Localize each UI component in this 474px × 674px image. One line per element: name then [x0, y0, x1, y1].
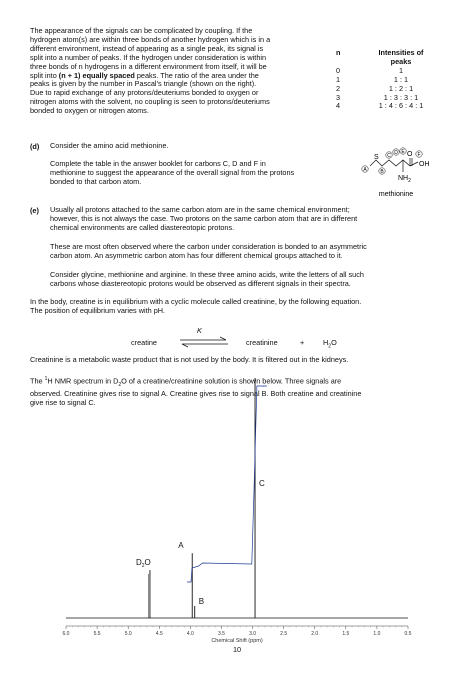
- nmr-text: The: [30, 376, 45, 386]
- part-e-paragraph-2: [50, 243, 450, 261]
- methionine-structure: [356, 140, 440, 200]
- nmr-line: give rise to signal C.: [30, 397, 96, 407]
- question-label-d: (d): [30, 142, 40, 151]
- carbon-label-a: A: [363, 166, 367, 173]
- peak-label-b: B: [198, 597, 205, 606]
- pascal-n: 0: [336, 65, 341, 75]
- part-d-prompt: Consider the amino acid methionine.: [50, 141, 169, 150]
- nmr-text: H NMR spectrum in D: [47, 376, 119, 386]
- peak-label-a: A: [178, 541, 184, 551]
- hydroxyl-group: OH: [419, 161, 430, 168]
- pascal-table: [336, 49, 446, 111]
- intro-line: Due to rapid exchange of any protons/deuteriums bonded to oxygen or: [30, 88, 259, 98]
- nmr-spectrum-chart: [48, 370, 418, 650]
- equilibrium-constant: K: [197, 326, 202, 335]
- pascal-value: 1 : 1: [393, 74, 409, 84]
- pascal-value: 1: [398, 65, 404, 75]
- waste-sentence: Creatinine is a metabolic waste product that is not used by the body. It is filtered out in the kidneys.: [30, 355, 349, 364]
- intro-line: different environment, instead of appearing as a single peak, its signal is: [30, 43, 264, 53]
- pascal-n: 1: [336, 74, 341, 84]
- reverse-arrow-head: [182, 344, 188, 347]
- intro-line: The appearance of the signals can be complicated by coupling. If the: [30, 26, 253, 35]
- peak-label-c: C: [259, 479, 265, 488]
- page-number: 10: [232, 645, 242, 654]
- part-d-instruction: [50, 160, 350, 187]
- intro-line: split into a number of peaks. If the hydrogen under consideration is within: [30, 52, 267, 62]
- body-line: The position of equilibrium varies with pH.: [30, 305, 166, 315]
- intro-line: bonded to oxygen or nitrogen atoms.: [30, 106, 149, 116]
- carbon-label-b: B: [380, 168, 384, 175]
- peak-label-tail: O: [144, 558, 151, 567]
- carbon-label-c: C: [387, 152, 391, 159]
- part-e-line: however, this is not always the case. Two protons on the same carbon atom that are in different: [50, 213, 358, 223]
- peak-label-subscript: 2: [141, 563, 145, 569]
- part-e-line: Usually all protons attached to the same carbon atom are in the same chemical environment;: [50, 205, 350, 214]
- carbon-label-e: E: [401, 148, 405, 155]
- pascal-n: 2: [336, 83, 341, 93]
- pascal-value: 1 : 4 : 6 : 4 : 1: [378, 101, 424, 111]
- intro-text: peaks. The ratio of the area under the: [134, 70, 259, 80]
- part-e-line: carbon atom. An asymmetric carbon atom has four different chemical groups attached to it.: [50, 250, 343, 260]
- intro-bold: (n + 1) equally spaced: [58, 70, 135, 80]
- equilibrium-arrows: [178, 336, 230, 348]
- molecule-name: methionine: [378, 191, 414, 198]
- pascal-n: 3: [336, 92, 341, 102]
- equation-water: [323, 339, 337, 351]
- part-d-line: methionine to suggest the appearance of the overall signal from the protons: [50, 167, 295, 177]
- x-tick-label: 5.5: [93, 631, 101, 637]
- part-e-line: carbons whose diastereotopic protons would be observed as different signals in their spectra.: [50, 278, 351, 288]
- amine-subscript: 2: [408, 178, 411, 184]
- carbon-label-d: D: [394, 149, 398, 156]
- peak-label-d: $D_2O$: [135, 558, 151, 569]
- sulfur-atom: S: [374, 154, 379, 161]
- nmr-line: observed. Creatinine gives rise to signal A. Creatine gives rise to signal B. Both creatine and creatinine: [30, 388, 362, 398]
- pascal-value: 1 : 2 : 1: [388, 83, 414, 93]
- equation-plus: +: [300, 338, 305, 347]
- intro-line: nitrogen atoms with the solvent, no coupling is seen to protons/deuteriums: [30, 97, 270, 107]
- oxygen-atom: O: [407, 151, 413, 158]
- equation-right: creatinine: [246, 338, 278, 347]
- amine-text: NH: [398, 175, 409, 182]
- part-e-line: These are most often observed where the carbon under consideration is bonded to an asymmetric: [50, 242, 367, 251]
- equilibrium-intro: [30, 298, 450, 316]
- x-tick-label: 2.0: [311, 631, 319, 637]
- pascal-n: 4: [336, 101, 341, 111]
- x-tick-label: 4.5: [155, 631, 163, 637]
- pascal-row: [336, 102, 446, 111]
- part-d-line: bonded to that carbon atom.: [50, 176, 142, 186]
- x-tick-label: 4.0: [186, 631, 194, 637]
- carbon-label-f: F: [417, 151, 421, 158]
- nmr-subscript: 2: [118, 381, 122, 388]
- nmr-text: O of a creatine/creatinine solution is shown below. Three signals are: [121, 376, 342, 386]
- intro-text: split into: [30, 70, 59, 80]
- nmr-superscript: 1: [44, 376, 48, 382]
- x-tick-label: 1.5: [342, 631, 350, 637]
- intro-line: three bonds of n hydrogens in a different environment from itself, it will be: [30, 61, 267, 71]
- pascal-value: 1 : 3 : 3 : 1: [383, 92, 419, 102]
- question-label-e: (e): [30, 206, 39, 215]
- part-e-paragraph-1: [50, 206, 450, 233]
- x-axis-label: Chemical Shift (ppm): [211, 638, 263, 644]
- part-e-line: chemical environments are called diastereotopic protons.: [50, 222, 235, 232]
- x-tick-label: 0.5: [404, 631, 412, 637]
- x-tick-label: 3.0: [249, 631, 257, 637]
- water-subscript: 2: [328, 343, 332, 350]
- pascal-header: [336, 49, 446, 67]
- body-line: In the body, creatine is in equilibrium with a cyclic molecule called creatinine, by the following equation.: [30, 297, 362, 306]
- water-h: H: [323, 338, 329, 347]
- part-e-paragraph-3: [50, 271, 450, 289]
- x-tick-label: 2.5: [280, 631, 288, 637]
- amine-group: [398, 175, 411, 184]
- pascal-header-n: n: [336, 48, 341, 57]
- water-o: O: [331, 338, 337, 347]
- part-d-line: Complete the table in the answer booklet for carbons C, D and F in: [50, 159, 266, 168]
- part-e-line: Consider glycine, methionine and arginine. In these three amino acids, write the letters of all such: [50, 270, 364, 279]
- pascal-row: [336, 67, 446, 76]
- intro-paragraph: [30, 27, 340, 116]
- x-tick-label: 1.0: [373, 631, 381, 637]
- pascal-header-line: peaks: [390, 56, 412, 66]
- x-tick-label: 6.0: [62, 631, 70, 637]
- equation-left: creatine: [131, 338, 157, 347]
- x-tick-label: 3.5: [217, 631, 225, 637]
- intro-line: hydrogen atom(s) are within three bonds of another hydrogen which is in a: [30, 34, 271, 44]
- hydroxyl-bond: [410, 162, 418, 166]
- intro-line: peaks is given by the number in Pascal’s triangle (shown on the right).: [30, 79, 257, 89]
- pascal-header-line: Intensities of: [378, 48, 424, 57]
- x-tick-label: 5.0: [124, 631, 132, 637]
- forward-arrow-head: [220, 337, 226, 340]
- pascal-header-intensities: [356, 49, 446, 67]
